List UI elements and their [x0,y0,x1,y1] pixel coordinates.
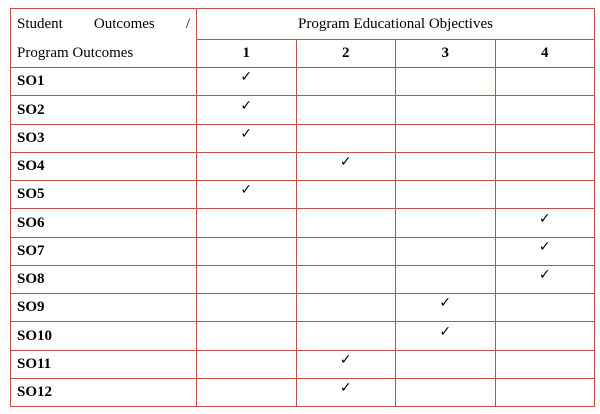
mapping-cell-1 [197,237,297,265]
check-mark-icon: ✓ [339,154,352,171]
mapping-cell-2 [296,378,396,406]
check-mark-icon: ✓ [538,210,551,227]
table-row [11,181,595,209]
mapping-cell-4 [495,124,595,152]
mapping-cell-1 [197,265,297,293]
mapping-cell-2 [296,237,396,265]
mapping-cell-4 [495,378,595,406]
mapping-cell-1 [197,294,297,322]
mapping-cell-2 [296,124,396,152]
check-mark-icon: ✓ [240,69,253,86]
mapping-cell-4 [495,350,595,378]
mapping-cell-1 [197,322,297,350]
mapping-cell-2 [296,294,396,322]
row-label: SO11 [11,350,197,378]
header-left-top-cell [11,9,197,40]
mapping-cell-1 [197,152,297,180]
mapping-cell-1 [197,124,297,152]
mapping-cell-2 [296,265,396,293]
mapping-cell-4 [495,68,595,96]
check-mark-icon: ✓ [240,125,253,142]
mapping-cell-3 [396,209,496,237]
mapping-cell-1 [197,350,297,378]
mapping-cell-3 [396,237,496,265]
header-left-line1 [17,16,190,33]
mapping-cell-2 [296,152,396,180]
mapping-cell-1 [197,378,297,406]
mapping-cell-3 [396,96,496,124]
check-mark-icon: ✓ [538,238,551,255]
mapping-cell-2 [296,181,396,209]
header-row-2 [11,40,595,68]
table-row [11,209,595,237]
mapping-cell-3 [396,350,496,378]
objective-header-4: 4 [495,40,595,68]
mapping-cell-3 [396,378,496,406]
header-title-cell [197,9,595,40]
mapping-cell-4 [495,294,595,322]
header-separator: / [185,16,190,32]
mapping-cell-2 [296,96,396,124]
table-row [11,152,595,180]
mapping-cell-3 [396,294,496,322]
mapping-cell-2 [296,209,396,237]
row-label: SO6 [11,209,197,237]
header-left-bottom-cell [11,40,197,68]
mapping-cell-3 [396,322,496,350]
table-row [11,350,595,378]
mapping-cell-3 [396,124,496,152]
mapping-cell-4 [495,96,595,124]
table-row [11,237,595,265]
header-word-student: Student [17,16,63,32]
objective-header-1: 1 [197,40,297,68]
mapping-cell-3 [396,181,496,209]
table-row [11,265,595,293]
row-label: SO1 [11,68,197,96]
table-row [11,68,595,96]
mapping-cell-3 [396,152,496,180]
check-mark-icon: ✓ [240,97,253,114]
mapping-cell-4 [495,181,595,209]
row-label: SO12 [11,378,197,406]
table-row [11,124,595,152]
row-label: SO4 [11,152,197,180]
check-mark-icon: ✓ [240,182,253,199]
mapping-cell-1 [197,96,297,124]
mapping-cell-4 [495,152,595,180]
check-mark-icon: ✓ [439,295,452,312]
check-mark-icon: ✓ [339,380,352,397]
so-peo-mapping-table [10,8,595,407]
table-row [11,294,595,322]
mapping-cell-1 [197,181,297,209]
row-label: SO8 [11,265,197,293]
objective-header-3: 3 [396,40,496,68]
check-mark-icon: ✓ [439,323,452,340]
row-label: SO7 [11,237,197,265]
objective-header-2: 2 [296,40,396,68]
header-row-1 [11,9,595,40]
mapping-cell-4 [495,265,595,293]
mapping-cell-4 [495,237,595,265]
table-row [11,378,595,406]
mapping-cell-3 [396,68,496,96]
header-title: Program Educational Objectives [298,15,493,32]
row-label: SO10 [11,322,197,350]
mapping-cell-2 [296,350,396,378]
table-row [11,322,595,350]
mapping-cell-1 [197,68,297,96]
row-label: SO3 [11,124,197,152]
mapping-cell-4 [495,209,595,237]
row-label: SO9 [11,294,197,322]
check-mark-icon: ✓ [538,267,551,284]
row-label: SO5 [11,181,197,209]
check-mark-icon: ✓ [339,351,352,368]
mapping-cell-4 [495,322,595,350]
mapping-cell-2 [296,322,396,350]
table-row [11,96,595,124]
header-left-line2: Program Outcomes [17,45,134,61]
mapping-cell-3 [396,265,496,293]
mapping-cell-1 [197,209,297,237]
row-label: SO2 [11,96,197,124]
mapping-cell-2 [296,68,396,96]
header-word-outcomes: Outcomes [93,16,155,32]
